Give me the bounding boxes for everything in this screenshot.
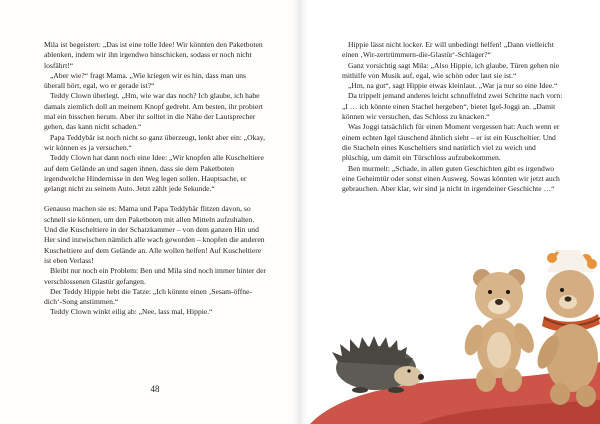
paragraph: Teddy Clown winkt eilig ab: „Nee, lass mal, Hippie.“: [50, 307, 213, 317]
paragraph: „Aber wie?“ fragt Mama. „Wie kriegen wir es hin, dass man uns überall hört, egal, wo er gerade ist?“: [44, 70, 247, 91]
hedgehog-illustration: [332, 336, 424, 393]
paragraph: Mila ist begeistert: „Das ist eine tolle Idee! Wir könnten den Paketboten ablenken, indem wir ihn irgendwo hinschicken, sodass er noch nicht losfährt!“: [44, 40, 263, 70]
illustration: [300, 250, 600, 424]
paragraph: Ben murmelt: „Schade, in allen guten Geschichten gibt es irgendwo eine Geheimtür oder sonst einen Ausweg. Sowas könnten wir jetzt auch gebrauchen. Aber klar, wir sind ja nicht in irgendeiner Geschichte …“: [342, 163, 560, 194]
paragraph: Der Teddy Hippie hebt die Tatze: „Ich könnte einen ‚Sesam-öffne-dich‘-Song anstimmen.“: [44, 286, 252, 307]
right-page-text: [342, 40, 564, 194]
paragraph: Ganz vorsichtig sagt Mila: „Also Hippie, ich glaube, Türen gehen nie mithilfe von Musik auf, egal, wie schön oder laut sie ist.“: [342, 60, 560, 80]
paragraph: Was Joggi tatsächlich für einen Moment vergessen hat: Auch wenn er einem echten Igel täuschend ähnlich sieht – er ist ein Kuscheltier. Und die Stacheln eines Kuscheltiers sind natürlich viel zu weich und plüschig, um damit ein Türschloss aufzubekommen.: [342, 122, 560, 163]
paragraph: Hippie lässt nicht locker. Er will unbedingt helfen! „Dann vielleicht einen ‚Wir-zertrümmern-die-Glastür‘-Schlager?“: [342, 40, 554, 60]
paragraph: Teddy Clown hat dann noch eine Idee: „Wir knopfen alle Kuscheltiere auf dem Gelände an und sagen ihnen, dass sie dem Paketboten irgendwelche Hindernisse in den Weg legen sollen. Hauptsache, er gelangt nicht zu seinem Auto. Jetzt zählt jede Sekunde.“: [44, 153, 264, 194]
paragraph: Da trippelt jemand anderes leicht schnuffelnd zwei Schritte nach vorn: „I … ich könnte einen Stachel hergeben“, bietet Igel-Joggi an. „Damit können wir versuchen, das Schloss zu knacken.“: [342, 91, 563, 122]
paragraph: Papa Teddybär ist noch nicht so ganz überzeugt, lenkt aber ein: „Okay, wir können es ja versuchen.“: [44, 132, 265, 152]
paragraph: Bleibt nur noch ein Problem: Ben und Mila sind noch immer hinter der verschlossenen Glastür gefangen.: [44, 266, 266, 286]
book-gutter: [292, 0, 308, 424]
paragraph: Genauso machen sie es: Mama und Papa Teddybär flitzen davon, so schnell sie können, um den Paketboten mit allen Mitteln aufzuhalten. Und die Kuscheltiere in der Schatzkammer – von dem ganzen Hin und Her sind inzwischen nämlich alle wach geworden – knopfen die anderen Kuscheltiere auf dem Gelände an. Alle wollen helfen! Auf Kuscheltiere ist eben Verlass!: [44, 204, 265, 265]
left-page-text: [44, 40, 266, 318]
paragraph: „Hm, na gut“, sagt Hippie etwas kleinlaut. „War ja nur so eine Idee.“: [348, 81, 558, 91]
teddy-bear-illustration: [461, 269, 538, 392]
page-number: 48: [150, 384, 160, 394]
right-page: [300, 0, 600, 424]
paragraph: Teddy Clown überlegt. „Hm, wie war das noch? Ich glaube, ich habe damals ziemlich doll an meinem Knopf gedreht. Am besten, ihr probiert mal ein bisschen herum. Aber ihr solltet in die Nähe der Lautsprecher gehen, das kann nicht schaden.“: [44, 91, 263, 132]
